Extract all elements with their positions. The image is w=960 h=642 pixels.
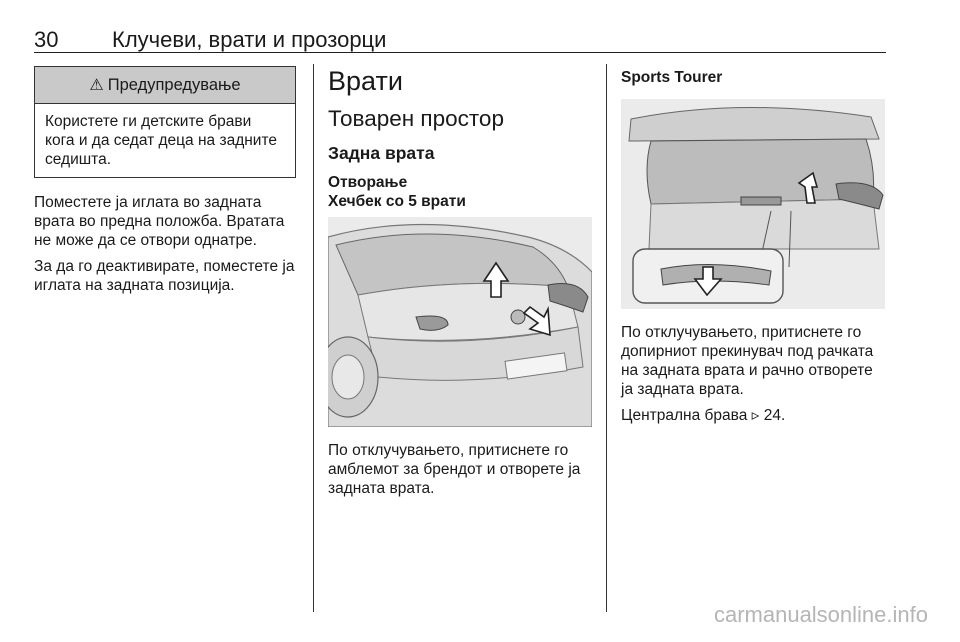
caption-hatchback: По отклучувањето, притиснете го амблемот за брендот и отворете ја задната врата. <box>328 442 581 497</box>
paragraph-central-lock <box>621 406 887 425</box>
section-heading-tailgate: Задна врата <box>328 143 435 163</box>
subheading-sports-tourer: Sports Tourer <box>621 69 723 86</box>
subheading-opening: Отворање <box>328 174 408 191</box>
paragraph-deactivate: За да го деактивирате, поместете ја иглата на задната позиција. <box>34 258 295 294</box>
section-heading-cargo: Товарен простор <box>328 106 504 131</box>
central-lock-page-ref[interactable]: 24. <box>763 407 786 424</box>
warning-title: Предупредување <box>107 75 241 94</box>
page-header <box>34 28 886 53</box>
warning-box <box>34 66 296 178</box>
column-3 <box>621 60 887 425</box>
watermark: carmanualsonline.info <box>713 602 928 627</box>
column-divider-2 <box>606 64 607 612</box>
page-ref-arrow-icon: ▹ <box>751 407 760 424</box>
column-1 <box>34 60 296 295</box>
warning-triangle-icon: ⚠ <box>89 77 104 94</box>
warning-header <box>35 67 295 104</box>
page-number: 30 <box>34 27 59 52</box>
central-lock-text: Централна брава <box>621 407 748 424</box>
column-2 <box>328 60 594 498</box>
section-heading-doors: Врати <box>328 66 403 96</box>
warning-text: Користете ги детските брави кога и да седат деца на задните седишта. <box>45 113 278 168</box>
chapter-title: Клучеви, врати и прозорци <box>112 27 387 52</box>
sports-tourer-tailgate-illustration <box>621 99 885 309</box>
paragraph-child-lock: Поместете ја иглата во задната врата во предна положба. Вратата не може да се отвори однатре. <box>34 194 285 249</box>
paragraph-sports-tourer: По отклучувањето, притиснете го допирниот прекинувач под рачката на задната врата и рачно отворете ја задната врата. <box>621 324 874 398</box>
hatchback-tailgate-illustration <box>328 217 592 427</box>
column-divider-1 <box>313 64 314 612</box>
subheading-hatchback: Хечбек со 5 врати <box>328 193 466 210</box>
